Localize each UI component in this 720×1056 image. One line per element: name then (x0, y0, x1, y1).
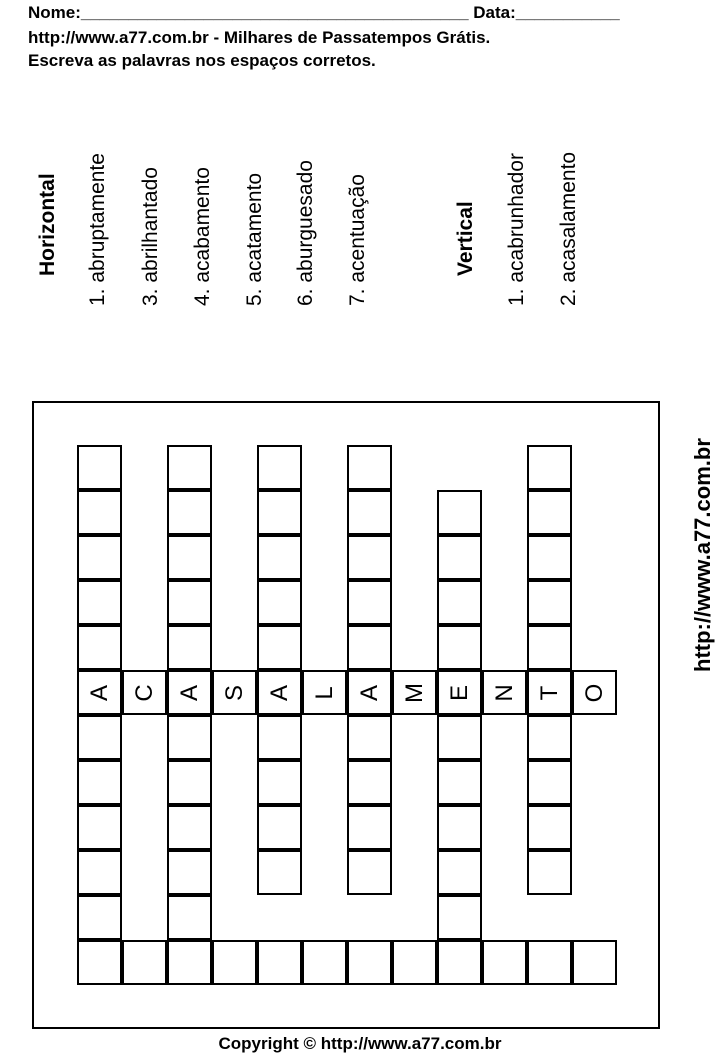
crossword-cell[interactable] (257, 940, 302, 985)
crossword-cell[interactable] (257, 535, 302, 580)
clue-vertical-2: 2. acasalamento (557, 151, 580, 306)
crossword-cell[interactable] (347, 850, 392, 895)
crossword-cell[interactable] (347, 670, 392, 715)
crossword-cell[interactable] (257, 445, 302, 490)
cell-letter: C (130, 683, 158, 702)
crossword-cell[interactable] (77, 625, 122, 670)
crossword-cell[interactable] (122, 940, 167, 985)
cell-letter: A (175, 684, 203, 701)
crossword-cell[interactable] (437, 850, 482, 895)
crossword-cell[interactable] (167, 895, 212, 940)
crossword-cell[interactable] (257, 715, 302, 760)
crossword-cell[interactable] (437, 535, 482, 580)
crossword-cell[interactable] (77, 760, 122, 805)
cell-letter: E (445, 684, 473, 701)
crossword-cell[interactable] (392, 940, 437, 985)
clue-horizontal-5: 5. acatamento (243, 172, 266, 306)
crossword-cell[interactable] (527, 940, 572, 985)
crossword-cell[interactable] (437, 490, 482, 535)
crossword-cell[interactable] (572, 670, 617, 715)
crossword-cell[interactable] (167, 445, 212, 490)
crossword-cell[interactable] (527, 760, 572, 805)
crossword-cell[interactable] (527, 580, 572, 625)
site-line: http://www.a77.com.br - Milhares de Passatempos Grátis. (28, 28, 491, 47)
crossword-cell[interactable] (167, 715, 212, 760)
cell-letter: O (580, 683, 608, 702)
copyright: Copyright © http://www.a77.com.br (218, 1034, 502, 1053)
crossword-cell[interactable] (302, 940, 347, 985)
cell-letter: T (535, 685, 563, 700)
crossword-cell[interactable] (527, 445, 572, 490)
crossword-cell[interactable] (347, 760, 392, 805)
crossword-cell[interactable] (167, 625, 212, 670)
instruction: Escreva as palavras nos espaços corretos. (28, 51, 376, 70)
crossword-cell[interactable] (347, 715, 392, 760)
cell-letter: N (490, 683, 518, 702)
crossword-cell[interactable] (122, 670, 167, 715)
clue-horizontal-4: 4. acabamento (191, 167, 214, 306)
clue-horizontal-3: 3. abrilhantado (139, 167, 162, 306)
crossword-cell[interactable] (257, 580, 302, 625)
crossword-cell[interactable] (77, 490, 122, 535)
clue-vertical-1: 1. acabrunhador (505, 153, 528, 306)
crossword-cell[interactable] (527, 625, 572, 670)
clue-horizontal-7: 7. acentuação (346, 174, 369, 306)
crossword-cell[interactable] (257, 670, 302, 715)
crossword-cell[interactable] (167, 850, 212, 895)
crossword-cell[interactable] (77, 805, 122, 850)
crossword-cell[interactable] (437, 760, 482, 805)
crossword-cell[interactable] (212, 940, 257, 985)
crossword-cell[interactable] (257, 760, 302, 805)
crossword-cell[interactable] (347, 535, 392, 580)
cell-letter: A (355, 684, 383, 701)
crossword-cell[interactable] (257, 625, 302, 670)
crossword-cell[interactable] (167, 535, 212, 580)
crossword-cell[interactable] (527, 850, 572, 895)
crossword-cell[interactable] (77, 715, 122, 760)
crossword-cell[interactable] (437, 715, 482, 760)
crossword-cell[interactable] (437, 670, 482, 715)
cell-letter: M (400, 682, 428, 703)
crossword-cell[interactable] (347, 580, 392, 625)
crossword-cell[interactable] (347, 940, 392, 985)
crossword-cell[interactable] (257, 805, 302, 850)
crossword-cell[interactable] (527, 535, 572, 580)
crossword-cell[interactable] (392, 670, 437, 715)
crossword-cell[interactable] (167, 580, 212, 625)
crossword-cell[interactable] (167, 940, 212, 985)
crossword-cell[interactable] (77, 940, 122, 985)
crossword-cell[interactable] (437, 940, 482, 985)
vertical-title: Vertical (454, 201, 477, 276)
crossword-cell[interactable] (527, 670, 572, 715)
crossword-cell[interactable] (527, 490, 572, 535)
crossword-cell[interactable] (437, 580, 482, 625)
crossword-cell[interactable] (77, 850, 122, 895)
cell-letter: L (310, 685, 338, 700)
crossword-cell[interactable] (167, 490, 212, 535)
crossword-cell[interactable] (527, 715, 572, 760)
clue-horizontal-1: 1. abruptamente (86, 153, 109, 306)
crossword-cell[interactable] (437, 895, 482, 940)
cell-letter: A (85, 684, 113, 701)
crossword-cell[interactable] (77, 895, 122, 940)
crossword-cell[interactable] (437, 625, 482, 670)
crossword-cell[interactable] (482, 670, 527, 715)
cell-letter: A (265, 684, 293, 701)
crossword-cell[interactable] (572, 940, 617, 985)
crossword-cell[interactable] (347, 445, 392, 490)
crossword-cell[interactable] (77, 670, 122, 715)
crossword-cell[interactable] (437, 805, 482, 850)
crossword-cell[interactable] (77, 535, 122, 580)
horizontal-title: Horizontal (36, 173, 59, 276)
crossword-cell[interactable] (347, 490, 392, 535)
clue-horizontal-6: 6. aburguesado (294, 160, 317, 306)
crossword-cell[interactable] (347, 625, 392, 670)
crossword-cell[interactable] (482, 940, 527, 985)
crossword-cell[interactable] (347, 805, 392, 850)
crossword-cell[interactable] (167, 670, 212, 715)
name-date-line: Nome:_________________________________________ Data:___________ (28, 3, 620, 22)
crossword-cell[interactable] (167, 805, 212, 850)
crossword-cell[interactable] (167, 760, 212, 805)
side-url: http://www.a77.com.br (690, 438, 715, 672)
crossword-cell[interactable] (77, 445, 122, 490)
crossword-cell[interactable] (77, 580, 122, 625)
crossword-cell[interactable] (302, 670, 347, 715)
cell-letter: S (220, 684, 248, 701)
crossword-cell[interactable] (212, 670, 257, 715)
crossword-cell[interactable] (257, 490, 302, 535)
crossword-cell[interactable] (527, 805, 572, 850)
crossword-cell[interactable] (257, 850, 302, 895)
